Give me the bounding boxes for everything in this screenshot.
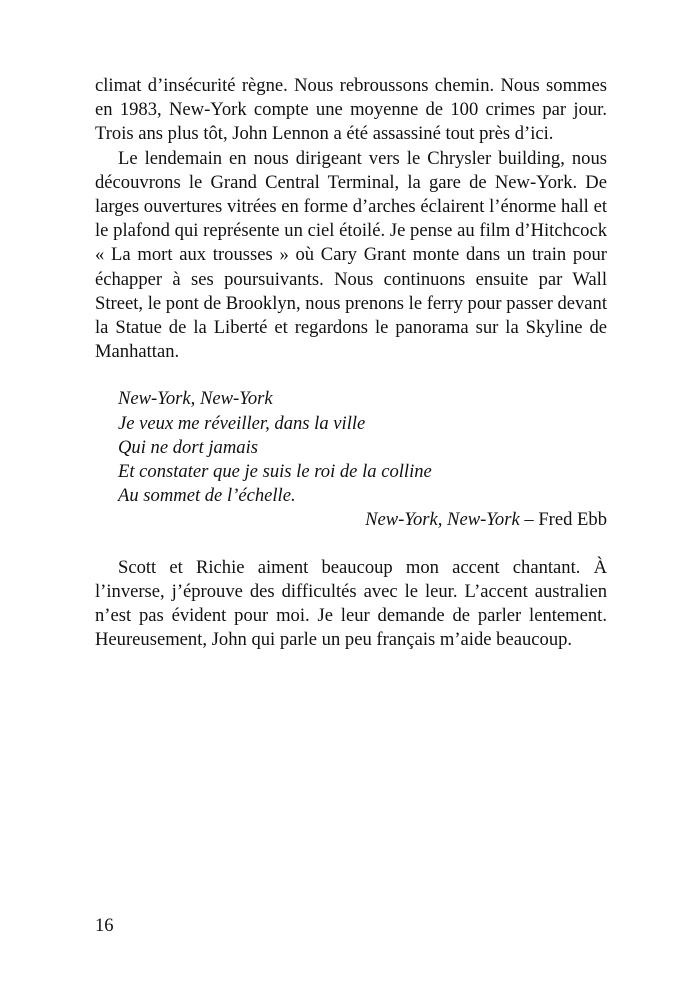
song-line: New-York, New-York [118, 388, 273, 410]
attribution-title: New-York, New-York [365, 509, 520, 531]
song-attribution [95, 508, 607, 532]
page-number: 16 [95, 915, 114, 936]
paragraph-grand-central: Le lendemain en nous dirigeant vers le Chrysler building, nous découvrons le Grand Central Terminal, la gare de New-York. De larges ouvertures vitrées en forme d’arches éclairent l’énorme hall et le plafond qui représente un ciel étoilé. Je pense au film d’Hitchcock « La mort aux trousses » où Cary Grant monte dans un train pour échapper à ses poursuivants. Nous continuons ensuite par Wall Street, le pont de Brooklyn, nous prenons le ferry pour passer devant la Statue de la Liberté et regardons le panorama sur la Skyline de Manhattan. [95, 147, 607, 363]
paragraph-accent: Scott et Richie aiment beaucoup mon accent chantant. À l’inverse, j’éprouve des difficultés avec le leur. L’accent australien n’est pas évident pour moi. Je leur demande de parler lentement. Heureusement, John qui parle un peu français m’aide beaucoup. [95, 556, 607, 651]
song-line: Je veux me réveiller, dans la ville [118, 412, 366, 434]
paragraph-continued: climat d’insécurité règne. Nous rebroussons chemin. Nous sommes en 1983, New-York compte une moyenne de 100 crimes par jour. Trois ans plus tôt, John Lennon a été assassiné tout près d’ici. [95, 75, 607, 145]
spacer [95, 364, 607, 387]
page-body [95, 74, 607, 652]
attribution-separator: – [519, 509, 539, 531]
spacer [95, 533, 607, 556]
song-line: Et constater que je suis le roi de la colline [118, 461, 432, 483]
song-line: Au sommet de l’échelle. [118, 485, 296, 507]
song-line: Qui ne dort jamais [118, 436, 258, 458]
song-quote [95, 387, 607, 508]
attribution-author: Fred Ebb [538, 509, 607, 531]
